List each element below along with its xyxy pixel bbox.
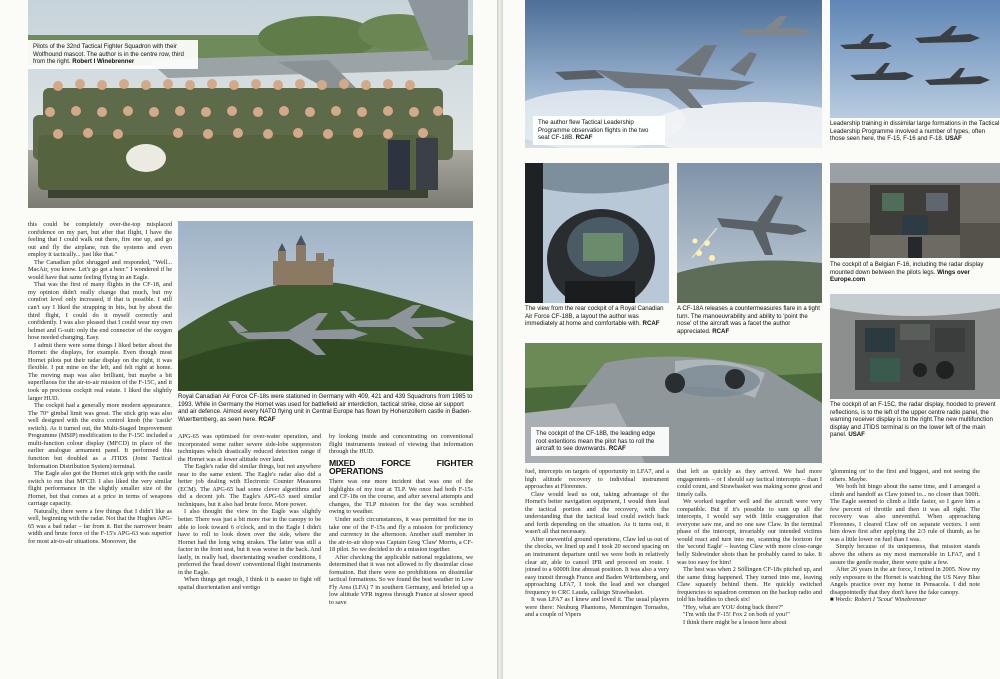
section-heading: MIXED FORCE FIGHTER OPERATIONS <box>329 457 473 477</box>
photo-credit: RCAF <box>258 415 276 423</box>
paragraph: this could be completely over-the-top misplaced confidence on my part, but after that flight, I have the feeling that I could walk out there, fire one up, and go out and fly the airplane, run the systems and even employ it tactically... just like that." <box>28 221 172 259</box>
end-mark: ■ <box>830 597 834 604</box>
paragraph: The cockpit had a generally more modern appearance. The 70° gimbal limit was great. The stick grip was also well designed with the extra control knob (the 'castle' switch). As it turned out, the Multi-Staged Improvement Programme (MSIP) modification to the F-15C included a multi-function colour display (MFCD) in place of the earlier analogue armament panel. It performed this function but doubled as a JTIDS (Joint Tactical Information Distribution System) terminal. <box>28 402 172 470</box>
flare-caption <box>677 305 822 335</box>
caption-text: A CF-18A releases a countermeasures flare in a tight turn. The manoeuvrability and ability to 'point the nose' of the aircraft was a facet the author appreciated. <box>677 305 820 335</box>
paragraph: I also thought the view in the Eagle was slightly better. There was just a bit more rise in the canopy to be able to look toward 6 o'clock, and in the Eagle I didn't have to roll to look down over the side, where the Hornet had the long wing strakes. The latter was still a factor in the front seat, but it was worse in the back. And lastly, in really bad, disorientating weather conditions, I preferred the 'head down' conventional flight instruments in the Eagle. <box>178 508 321 576</box>
text-column-1 <box>28 221 172 677</box>
paragraph: There was one more incident that was one of the highlights of my tour at TLP. We once had both F-15s and CF-18s on the course, and after several attempts and changes, the TLP mission for the day was scrubbed owing to weather. <box>329 478 473 516</box>
paragraph: After checking the applicable national regulations, we determined that it was not allowed to fly dissimilar close formation. But there were no prohibitions on dissimilar tactical formations. So we found the best weather in Low Fly Area (LFA) 7 in southern Germany, and briefed up a low altitude VFR ingress through France at slower speed to save <box>329 553 473 606</box>
paragraph: APG-65 was optimised for over-water operation, and incorporated some rather severe side-lobe suppression techniques which drastically reduced detection range if the Hornet was at lower altitude over land. <box>178 433 321 463</box>
text-column-5 <box>677 468 822 677</box>
caption-text: Royal Canadian Air Force CF-18s were stationed in Germany with 409, 421 and 439 Squadrons from 1985 to 1993. While in Germany the Hornet was used for battlefield air interdiction, tactical strike, close air support and air defence. Almost every NATO flying unit in Central Europe has flown by Hohenzollern castle in Baden-Wuerttemberg, as seen here. <box>178 393 473 423</box>
byline: Words: Robert I 'Scout' Winebrenner <box>835 596 927 604</box>
photo-credit: RCAF <box>642 320 660 328</box>
photo-credit: RCAF <box>712 327 730 335</box>
paragraph: I admit there were some things I liked better about the Hornet: the displays, for example. Even though most Hornet pilots put their radar display on the right, it was flexible. I put mine on the left, and felt right at home. The moving map was also brilliant, but maybe a bit superfluous for the air-to-air mission of the F-15C, and it took up precious cockpit real estate. I liked the slightly larger HUD. <box>28 341 172 402</box>
paragraph: by looking inside and concentrating on conventional flight instruments instead of viewing that information through the HUD. <box>329 433 473 456</box>
paragraph: that left as quickly as they arrived. We had more engagements – or I should say tactical intercepts – than I could count, and Strawbasket was making some great and timely calls. <box>677 468 822 498</box>
photo-credit: RCAF <box>575 134 593 142</box>
caption-text: Pilots of the 32nd Tactical Fighter Squadron with their Wolfhound mascot. The author is in the centre row, third from the right. <box>33 43 184 66</box>
paragraph: Simply because of its uniqueness, that mission stands above the others as my most memorable in LFA7, and I assure the gentle reader, there were quite a few. <box>830 543 980 566</box>
cf18b-topview-caption <box>531 427 669 456</box>
castle-cf18-photo <box>178 221 473 391</box>
caption-text: The cockpit of the CF-18B, the leading edge root extentions mean the pilot has to roll the aircraft to see downwards. <box>536 430 656 453</box>
paragraph: 'glomming on' to the first and biggest, and not seeing the others. Maybe. <box>830 468 980 483</box>
photo-credit: RCAF <box>608 445 626 453</box>
text-column-2 <box>178 433 321 677</box>
paragraph: After 26 years in the air force, I retired in 2005. Now my only exposure to the Hornet is watching the US Navy Blue Angels practice over my home in Pensacola. I did note disappointedly that they don't have the fake canopy. <box>830 566 980 596</box>
f16-cockpit-caption <box>830 261 1000 284</box>
paragraph: Under such circumstances, it was permitted for me to take one of the F-15s and fly a mission for proficiency and currency in the afternoon. Another staff member in the air-to-air shop was Captain Greg 'Claw' Morris, a CF-18 pilot. So we decided to do a mission together. <box>329 515 473 554</box>
f16-cockpit-photo <box>830 163 1000 258</box>
cf18b-topview-photo <box>525 343 822 463</box>
f15c-cockpit-photo <box>830 294 1000 399</box>
f15c-cockpit-caption <box>830 401 1000 439</box>
castle-photo-caption <box>178 393 473 423</box>
right-page <box>503 0 1000 679</box>
rear-cockpit-photo <box>525 163 669 303</box>
paragraph: "I'm with the F-15! Fox 2 on both of you!" <box>683 611 790 619</box>
photo-credit: Wings over Europe.com <box>830 268 970 284</box>
left-page <box>0 0 497 679</box>
paragraph: Claw would lead us out, taking advantage of the Hornet's better navigation equipment, I would then lead the tactical portion and the recovery, with the understanding that the tactical lead could switch back and forth depending on the situation. As it turns out, it wasn't all that necessary. <box>525 490 669 536</box>
text-column-4 <box>525 468 669 677</box>
paragraph: We worked together well and the aircraft were very compatible. But if it's possible to sum up all the intercepts, I would say with little exaggeration that everyone saw me, and no one saw Claw. In the terminal phase of the intercept, invariably our intended victims would react and turn into me, scanning the horizon for the 'second Eagle' – leaving Claw with more close-range belly Sidewinder shots than he probably cared to take. It was too easy for him! <box>677 498 822 566</box>
formation-photo <box>830 0 1000 118</box>
photo-credit: USAF <box>945 135 962 143</box>
text-column-3 <box>329 433 473 677</box>
paragraph: Naturally, there were a few things that I didn't like as well, beginning with the radar. Not that the Hughes APG-65 was a bad radar – far from it. But the narrower beam width and brute force of the F-15's APG-63 was superior for most air-to-air situations. Moreover, the <box>28 507 172 545</box>
paragraph: The best was when 2 Söllingen CF-18s pitched up, and the same thing happened. They turned into me, leaving Claw squarely behind them. He quickly switched frequencies to squadron common on the backup radio and told his buddies to check six! <box>677 566 822 604</box>
paragraph: We both hit bingo about the same time, and I arranged a climb and handoff as Claw joined to... no closer than 500ft. The Eagle seemed to climb a little faster, so I gave him a few percent of throttle and then it was all right. The recovery was also uneventful. When approaching Florennes, I cleared Claw off on separate vectors. I sent him down first after applying the 2/3 rule of thumb, as he was a little lower on fuel than I was. <box>830 483 980 543</box>
paragraph: The Eagle also got the Hornet stick grip with the castle switch to run that MFCD. I also liked the very similar flight performance in the slightly smaller size of the Hornet, but that comes at a price in terms of weapons carriage capacity. <box>28 470 172 508</box>
paragraph: The Canadian pilot shrugged and responded, "Well... MacAir, you know. Let's go get a beer." I wondered if he would have that same feeling flying in an Eagle. <box>28 258 172 281</box>
paragraph: "Hey, what are YOU doing back there?" <box>683 603 784 611</box>
squadron-photo-caption <box>28 40 198 69</box>
cf18-pair-caption <box>533 116 665 145</box>
flare-release-photo <box>677 163 822 303</box>
paragraph: That was the first of many flights in the CF-18, and my opinion didn't really change that much, but my comfort level only increased, if that is possible. I still can't say I liked the strapping in bits, but by about the third flight, I could do it myself correctly and confidently. I was also pleased that I could wear my own helmet and G-suit: only the end connector of the oxygen hose needed changing. Easy. <box>28 281 172 342</box>
formation-caption <box>830 120 1000 143</box>
paragraph: When things get rough, I think it is easier to fight off spatial disorientation and vertigo <box>178 576 321 591</box>
photo-credit: USAF <box>848 431 865 439</box>
photo-credit: Robert I Winebrenner <box>72 58 135 66</box>
caption-text: Leadership training in dissimilar large formations in the Tactical Leadership Programme involved a number of types, often those seen here, the F-15, F-16 and F-18. <box>830 120 1000 143</box>
cf18-pair-photo <box>525 0 822 148</box>
paragraph: I think there might be a lesson here about <box>683 618 787 626</box>
caption-text: The author flew Tactical Leadership Programme observation flights in the two seat CF-18B. <box>538 119 649 142</box>
paragraph: After uneventful ground operations, Claw led us out of the chocks, we lined up and I took 20 second spacing on an instrument departure until we were both in relatively clear air, able to cancel IFR and proceed en route. I joined to a 6000ft line abreast position. It was also a very easy transit through France and Baden Württemberg, and approaching LFA7, I took the lead and we changed frequency to CRC Lauda, callsign Strawbasket. <box>525 535 669 596</box>
paragraph: The Eagle's radar did similar things, but not anywhere near to the same extent. The Eagle's radar also did a better job dealing with Electronic Counter Measures (ECM). The APG-65 had some clever algorithms and did a decent job. The Eagle's APG-63 used similar techniques, but it also had brute force. More power. <box>178 463 321 508</box>
text-column-6 <box>830 468 980 677</box>
rear-cockpit-caption <box>525 305 669 328</box>
squadron-group-photo <box>28 0 473 208</box>
paragraph: fuel, intercepts on targets of opportunity in LFA7, and a high altitude recovery to individual instrument approaches at Florennes. <box>525 468 669 491</box>
paragraph: It was LFA7 as I knew and loved it. The usual players were there: Neuburg Phantoms, Memmingen Tornados, and a couple of Vipers <box>525 596 669 619</box>
caption-text: The cockpit of an F-15C, the radar display, hooded to prevent reflections, is to the left of the upper centre radio panel, the warning receiver display is to the right.The new multifunction display and JTIDS terminal is on the lower left of the main panel. <box>830 401 996 439</box>
caption-text: The view from the rear cockpit of a Royal Canadian Air Force CF-18B, a layout the author was immediately at home and comfortable with. <box>525 305 664 328</box>
caption-text: The cockpit of a Belgian F-16, including the radar display mounted down between the pilots legs. <box>830 261 984 276</box>
